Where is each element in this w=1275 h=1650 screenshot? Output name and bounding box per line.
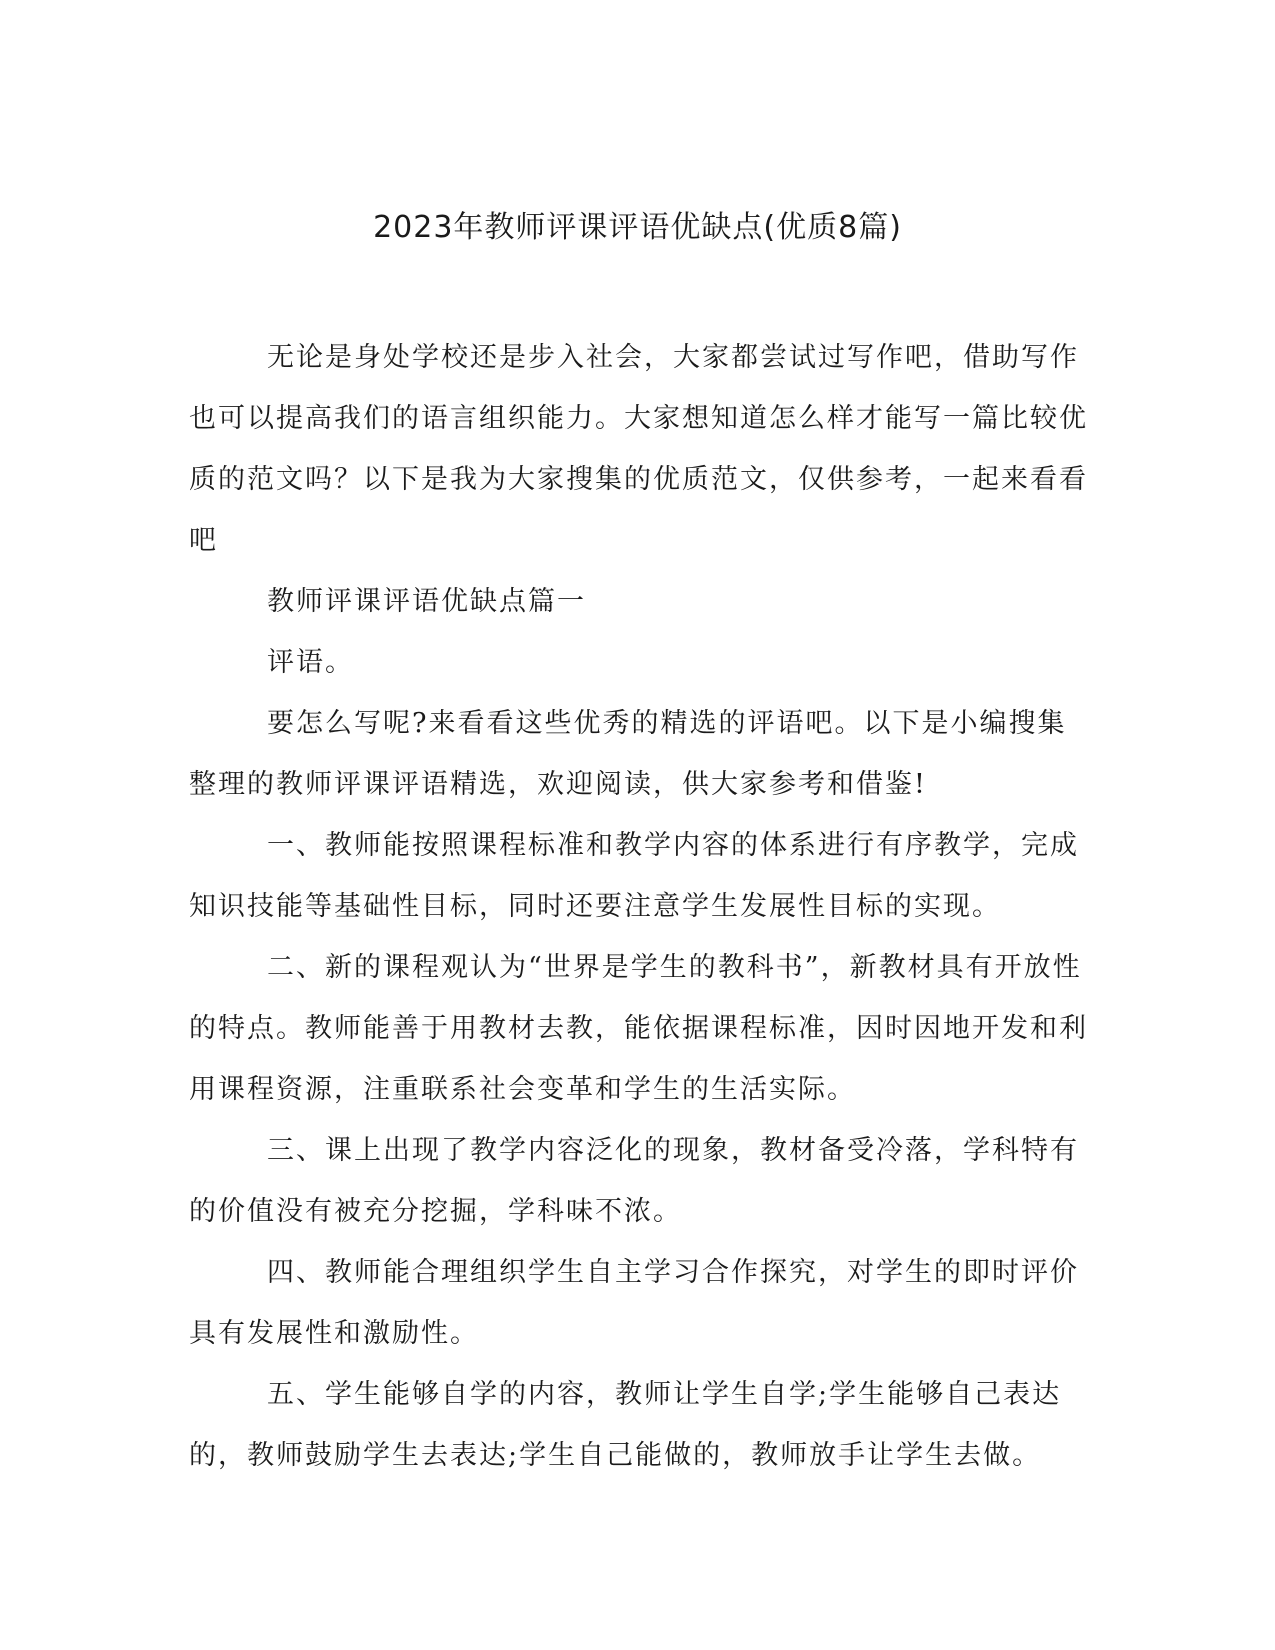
intro-paragraph: 无论是身处学校还是步入社会，大家都尝试过写作吧，借助写作也可以提高我们的语言组织能力。大家想知道怎么样才能写一篇比较优质的范文吗？以下是我为大家搜集的优质范文，仅供参考，一起来看看吧 [189, 342, 1088, 556]
comment-item-3: 三、课上出现了教学内容泛化的现象，教材备受冷落，学科特有的价值没有被充分挖掘，学科味不浓。 [189, 1135, 1079, 1227]
comment-item-2: 二、新的课程观认为“世界是学生的教科书”，新教材具有开放性的特点。教师能善于用教材去教，能依据课程标准，因时因地开发和利用课程资源，注重联系社会变革和学生的生活实际。 [189, 952, 1088, 1105]
comment-item-1: 一、教师能按照课程标准和教学内容的体系进行有序教学，完成知识技能等基础性目标，同时还要注意学生发展性目标的实现。 [189, 830, 1079, 922]
comment-item-4: 四、教师能合理组织学生自主学习合作探究，对学生的即时评价具有发展性和激励性。 [189, 1257, 1079, 1349]
paragraph: 评语。 [267, 647, 354, 678]
document-body [189, 327, 1089, 1486]
section-heading: 教师评课评语优缺点篇一 [267, 586, 586, 617]
page-title: 2023年教师评课评语优缺点(优质8篇) [373, 210, 902, 245]
comment-item-5: 五、学生能够自学的内容，教师让学生自学;学生能够自己表达的，教师鼓励学生去表达;学生自己能做的，教师放手让学生去做。 [189, 1379, 1062, 1471]
paragraph: 要怎么写呢?来看看这些优秀的精选的评语吧。以下是小编搜集整理的教师评课评语精选，欢迎阅读，供大家参考和借鉴! [189, 708, 1067, 800]
